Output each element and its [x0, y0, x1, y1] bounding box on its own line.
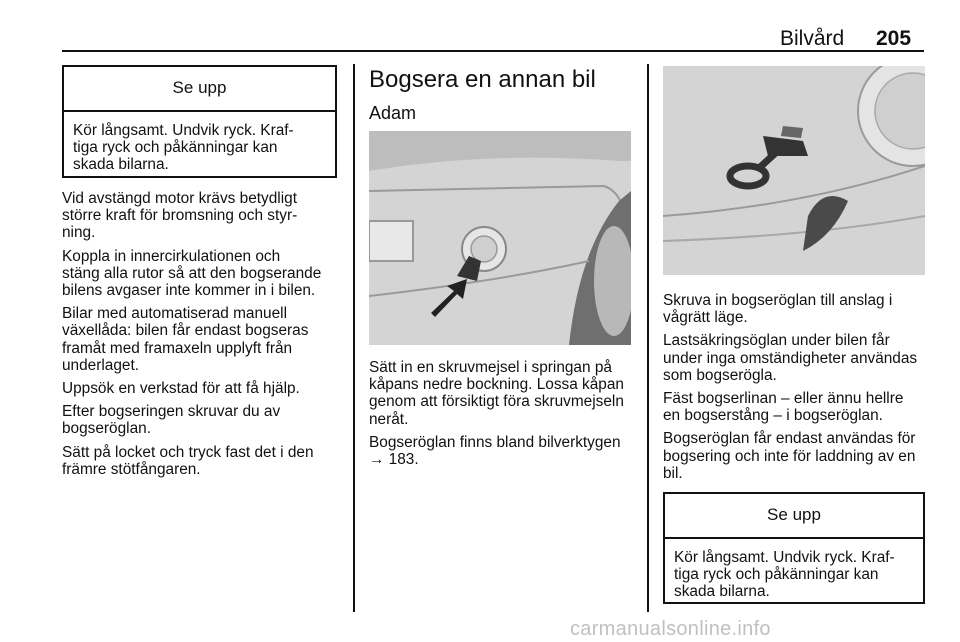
caution-text: Kör långsamt. Undvik ryck. Kraf- tiga ryck och påkänningar kan skada bilarna. — [674, 549, 895, 601]
caution-box — [62, 65, 337, 178]
paragraph: Uppsök en verkstad för att få hjälp. — [62, 380, 300, 398]
section-heading: Bogsera en annan bil — [369, 66, 596, 93]
watermark: carmanualsonline.info — [570, 618, 771, 640]
paragraph: Efter bogseringen skruvar du av bogseröglan. — [62, 403, 281, 438]
caution-title: Se upp — [64, 67, 335, 112]
caution-title: Se upp — [665, 494, 923, 539]
column-divider-1 — [353, 64, 355, 612]
towing-eye-illustration — [663, 66, 925, 275]
model-subheading: Adam — [369, 103, 417, 123]
towing-eye-drawing — [663, 66, 925, 275]
paragraph: Bogseröglan får endast användas för bogsering och inte för laddning av en bil. — [663, 430, 916, 482]
section-title: Bilvård — [780, 27, 845, 50]
paragraph: Koppla in innercirkulationen och stäng alla rutor så att den bogserande bilens avgaser inte kommer in i bilen. — [62, 247, 322, 300]
paragraph: Sätt på locket och tryck fast det i den främre stötfångaren. — [62, 443, 314, 478]
caution-text: Kör långsamt. Undvik ryck. Kraf- tiga ryck och påkänningar kan skada bilarna. — [73, 122, 294, 174]
paragraph: Lastsäkringsöglan under bilen får under inga omständigheter användas som bogserögla. — [663, 332, 918, 384]
column-divider-2 — [647, 64, 649, 612]
column-1-text — [62, 190, 347, 484]
caution-box — [663, 492, 925, 604]
paragraph: Skruva in bogseröglan till anslag i vågrätt läge. — [663, 292, 893, 327]
paragraph: Sätt in en skruvmejsel i springan på kåpans nedre bockning. Lossa kåpan genom att försiktigt föra skruvmejseln neråt. — [369, 359, 624, 428]
header-rule — [62, 50, 924, 52]
column-2-text — [369, 359, 641, 474]
page-number: 205 — [876, 27, 912, 50]
bumper-cover-illustration — [369, 131, 631, 345]
column-3-text — [663, 292, 933, 488]
paragraph: Bilar med automatiserad manuell växellåda: bilen får endast bogseras framåt med framaxeln upplyft från underlaget. — [62, 305, 309, 374]
paragraph: Fäst bogserlinan – eller ännu hellre en bogserstång – i bogseröglan. — [663, 390, 904, 425]
bumper-cover-drawing — [369, 131, 631, 345]
paragraph: Bogseröglan finns bland bilverktygen → 183. — [369, 433, 621, 469]
paragraph: Vid avstängd motor krävs betydligt större kraft för bromsning och styr- ning. — [62, 190, 298, 242]
